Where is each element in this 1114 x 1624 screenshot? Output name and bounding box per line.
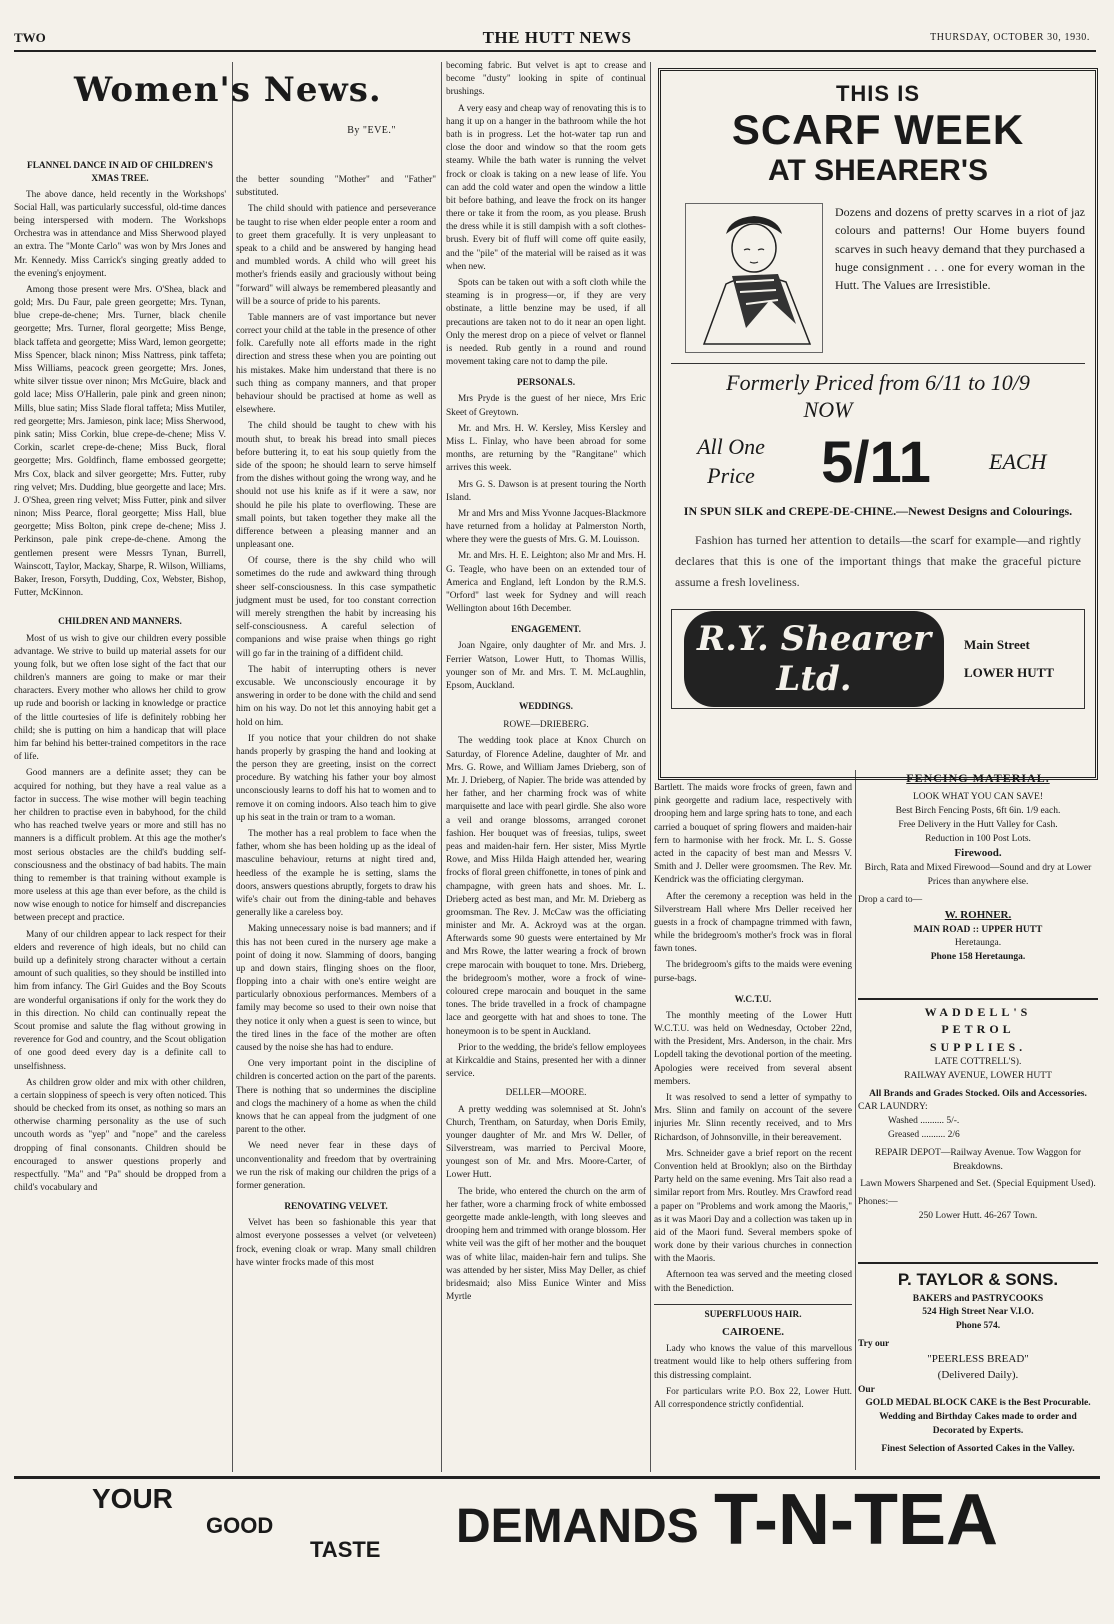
ad-each: EACH xyxy=(989,449,1047,475)
article-paragraph: Many of our children appear to lack respect for their elders and reverence of high ideals, but no child can build up a definitely strong character without a certain amount of such qualities, so they should be instilled into him from infancy. The Girl Guides and the Boy Scouts are wonderful organisations if only for the work they do in this direction. No child can continually repeat the Scout promise and salute the flag without growing in reverence for God and country, and the Scout obligation of one good deed every day is a definite call to unselfishness. xyxy=(14,929,226,1072)
article-paragraph: A very easy and cheap way of renovating this is to hang it up on a hanger in the bathroom while the hot bath is in progress. Let the hot-water tap run and close the door and window so that the room gets steamy. While the bath water is running the velvet frock or cloak is taking on a new lease of life. You can add the cold water and open the window a little bit before bathing, and leave the frock on its hanger there or take it from the room, as you please. Brush the dress while it is still dampish with a soft clothes-brush. Every bit of fluff will come off quite easily, and the "pile" of the material will be raised as it was when new. xyxy=(446,103,646,272)
ad-title: WADDELL'S xyxy=(924,1005,1032,1019)
ad-line: Reduction in 100 Post Lots. xyxy=(925,833,1031,844)
article-paragraph: Afternoon tea was served and the meeting closed with the Benediction. xyxy=(654,1270,852,1294)
article-heading-engagement: ENGAGEMENT. xyxy=(511,625,581,636)
ad-line: All Brands and Grades Stocked. Oils and Accessories. xyxy=(869,1088,1087,1099)
article-paragraph: Prior to the wedding, the bride's fellow employees at Kirkcaldie and Stains, presented her with a dinner service. xyxy=(446,1042,646,1080)
ad-now: NOW xyxy=(803,396,853,422)
ad-line: Our xyxy=(858,1384,875,1395)
banner-word: DEMANDS xyxy=(456,1500,699,1553)
article-paragraph: Mr. and Mrs. H. E. Leighton; also Mr and Mrs. H. G. Teagle, who have been on an extended tour of America and England, left London by the R.M.S. "Orford" last week for Sydney and will reach Wellington about 16th December. xyxy=(446,551,646,615)
article-paragraph: The mother has a real problem to face when the father, whom she has been holding up as the ideal of masculine behaviour, returns at night tired and, heedless of the example he is setting, slams the doors, answers questions abruptly, forgets to draw his wife's chair out from the dining-table and behaves generally like a careless boy. xyxy=(236,829,436,919)
shearer-advertisement xyxy=(658,68,1098,780)
banner-word: TASTE xyxy=(310,1537,381,1562)
ad-paragraph: Lady who knows the value of this marvellous treatment would like to help others suffering from this distressing complaint. xyxy=(654,1344,852,1381)
ad-line: LOOK WHAT YOU CAN SAVE! xyxy=(912,792,1043,803)
ad-line: Phones:— xyxy=(858,1197,898,1208)
ad-line: Wedding and Birthday Cakes made to order and Decorated by Experts. xyxy=(879,1412,1077,1436)
masthead-rule xyxy=(14,50,1096,52)
ad-formerly-priced: Formerly Priced from 6/11 to 10/9 xyxy=(726,370,1030,396)
scarf-woman-illustration xyxy=(685,203,823,353)
shearer-logo: R.Y. Shearer Ltd. xyxy=(684,611,944,707)
column-4 xyxy=(654,782,852,1472)
byline: By "EVE." xyxy=(347,125,396,137)
article-paragraph: The above dance, held recently in the Workshops' Social Hall, was particularly successful, old-time dances being interspersed with modern. The Workshops Orchestra was in attendance and Miss Sherwood played an extra. The "Monte Carlo" was won by Mrs Jones and Mr. Kennedy. Miss Carrick's singing greatly added to the evening's enjoyment. xyxy=(14,189,226,279)
article-paragraph: Mrs G. S. Dawson is at present touring the North Island. xyxy=(446,479,646,503)
article-heading-children-manners: CHILDREN AND MANNERS. xyxy=(58,617,182,628)
article-heading-weddings: WEDDINGS. xyxy=(519,702,573,713)
article-paragraph: Of course, there is the shy child who will sometimes do the rude and awkward thing through sheer self-consciousness. In this case sympathetic judgment must be used, for too constant correction will merely strengthen the habit by increasing his self-consciousness. A careful selection of companions and wise praise when things go right will go far in the training of a diffident child. xyxy=(236,556,436,659)
article-paragraph: Table manners are of vast importance but never correct your child at the table in the presence of other folk. Carefully note all efforts made in the right direction and stress these when you are pointing out his mistakes. Make him understand that there is no such thing as company manners, and that proper behaviour should be practised at home as well as elsewhere. xyxy=(236,312,436,416)
article-paragraph: The child should be taught to chew with his mouth shut, to break his bread into small pieces before buttering it, to eat his soup quietly from the side of the spoon; he should learn to serve himself from the dishes without going the wrong way, and he should not use his knife as if it were a saw, nor should he pile his plate to overflowing. These are small points, but taken together they make all the difference between a pleasing manner and an unpleasant one. xyxy=(236,421,436,551)
article-paragraph: becoming fabric. But velvet is apt to crease and become "dusty" looking in spite of continual brushings. xyxy=(446,61,646,98)
tntea-banner xyxy=(14,1476,1100,1624)
ad-line: REPAIR DEPOT—Railway Avenue. Tow Waggon for Breakdowns. xyxy=(874,1147,1082,1172)
column-rule xyxy=(650,62,651,1472)
column-3 xyxy=(446,60,646,1472)
ad-subtitle-firewood: Firewood. xyxy=(954,847,1002,860)
article-paragraph: Bartlett. The maids wore frocks of green, fawn and pink georgette and radium lace, respectively with drooping hem and large spring hats to tone, and each carried a bouquet of spring flowers and maiden-hair fern to harmonise with her frock. Mr. L. S. Gosse acted in the capacity of best man and Messrs V. Smith and J. Deller were groomsmen. The Rev. Mr. Kendrick was the officiating clergyman. xyxy=(654,783,852,886)
ad-address-street: Main Street xyxy=(964,637,1030,653)
article-paragraph: Mr and Mrs and Miss Yvonne Jacques-Blackmore have returned from a holiday at Palmerston North, where they were the guests of Mrs. G. M. Louisson. xyxy=(446,508,646,546)
article-paragraph: Joan Ngaire, only daughter of Mr. and Mrs. J. Ferrier Watson, Lower Hutt, to Thomas Willis, younger son of Mr. and Mrs. T. M. McLaughlin, Epsom, Auckland. xyxy=(446,641,646,692)
ad-line-this-is: THIS IS xyxy=(835,81,920,106)
column-rule xyxy=(855,770,856,1470)
article-paragraph: The wedding took place at Knox Church on Saturday, of Florence Adeline, daughter of Mr. and Mrs. G. Rowe, and William James Drieberg, son of Mr. J. Drieberg, of Napier. The bride was attended by her father, and her charming frock was of white marquisette and lace with pearl girdle. She also wore a veil and orange blossoms, arranged coronet fashion. Her bouquet was of freesias, tulips, sweet peas and maiden-hair fern. Her sister, Miss Myrtle Rowe, and Miss Hilda Haigh attended her, wearing frocks of floral green chiffonette, in tones of pink and champagne, with green hats and shoes. Mr. L. Drieberg acted as best man, and Mr. M. Drieberg as groomsman. The Rev. J. McCaw was the officiating minister and Mr. A. Ackroyd was at the organ. Afterwards some 90 guests were entertained by Mr and Mrs Rowe, the latter wearing a frock of brown crepe marocain with bouquet to tone. Mrs. Drieberg, the bridegroom's mother, wore a frock of wine-coloured crepe marocain and bouquet in the same tones. The bride travelled in a frock of champagne lace and georgette with hat and shoes to tone. The honeymoon is to be spent in Auckland. xyxy=(446,736,646,1037)
article-paragraph: A pretty wedding was solemnised at St. John's Church, Trentham, on Saturday, when Doris Emily, younger daughter of Mr. and Mrs W. Deller, of Silverstream, was married to Percival Moore, youngest son of Mr. and Mrs. Moore-Carter, of Lower Hutt. xyxy=(446,1104,646,1181)
ad-copy-dozens: Dozens and dozens of pretty scarves in a riot of jaz colours and patterns! Our Home buyers found scarves in such heavy demand that they purchased a huge consignment . . . one for every woman in the Hutt. The Values are Irresistible. xyxy=(835,205,1085,293)
article-paragraph: Good manners are a definite asset; they can be acquired for nothing, but they have a real value as a factor in success. The wise mother will begin teaching her children to practise even in babyhood, for the child who has reached twelve years or more and still has no manners is a difficult problem. At this age the mother's most serious obstacles are the child's budding self-consciousness and the obstinacy of bad habits. The main thing to remember is that training without example is more useless at this age than ever before, as the child is now wise enough to notice for himself and discrepancies between precept and practice. xyxy=(14,768,226,924)
ad-title: PETROL xyxy=(941,1022,1015,1037)
article-paragraph: As children grow older and mix with other children, a certain sloppiness of speech is very often noticed. This should be checked from its onset, as nothing so mars an otherwise charming personality as the use of such uncouth words as "yep" and "nope" and the careless dropping of final consonants. Children should be encouraged to answer questions properly and respectfully. "Ma" and "Pa" should be dropped from a child's vocabulary and xyxy=(14,1077,226,1194)
article-paragraph: Velvet has been so fashionable this year that almost everyone possesses a velvet (or velveteen) frock, evening cloak or wrap. Many small children have winter frocks made of this most xyxy=(236,1218,436,1268)
ad-line: Free Delivery in the Hutt Valley for Cash. xyxy=(898,819,1058,830)
ad-title: FENCING MATERIAL. xyxy=(906,771,1050,785)
article-heading-flannel-dance: FLANNEL DANCE IN AID OF CHILDREN'S XMAS TREE. xyxy=(27,161,213,184)
page-number: TWO xyxy=(14,30,46,45)
ad-price-line: Greased .......... 2/6 xyxy=(888,1130,960,1140)
ad-title: SUPPLIES. xyxy=(929,1039,1027,1054)
ad-subheading-cairoene: CAIROENE. xyxy=(721,1325,785,1338)
ad-phone: 250 Lower Hutt. 46-267 Town. xyxy=(918,1210,1038,1221)
article-paragraph: The child should with patience and perseverance be taught to rise when elder people enter a room and to greet them gracefully. It is very unpleasant to speak to a child and be answered by hanging head and mumbled words. A child who will greet his mother's friends easily and graciously without being "forward" will always be remembered pleasantly and will be a source of pride to his parents. xyxy=(236,204,436,307)
article-paragraph: The bride, who entered the church on the arm of her father, wore a charming frock of white embossed georgette made ankle-length, with long sleeves and drooping hem and trimmed with orange blossom. Her white veil was the gift of her mother and the bouquet was of white lilac, maiden-hair fern and tulips. She was attended by her sister, Miss May Deller, as chief bridesmaid; also Miss Eunice Winter and Miss Myrtle xyxy=(446,1186,646,1303)
ad-line: Try our xyxy=(858,1338,890,1349)
article-paragraph: Mr. and Mrs. H. W. Kersley, Miss Kersley and Miss L. Finlay, who have been abroad for some months, are returning by the "Rangitane" which arrives this week. xyxy=(446,423,646,474)
ad-price: 5/11 xyxy=(821,429,931,495)
article-paragraph: The bridegroom's gifts to the maids were evening purse-bags. xyxy=(654,960,852,984)
ad-line: BAKERS and PASTRYCOOKS xyxy=(912,1293,1044,1304)
ad-line-at-shearers: AT SHEARER'S xyxy=(768,154,988,188)
article-paragraph: If you notice that your children do not shake hands properly by grasping the hand and looking at the person they are greeting, insist on the correct procedure. By watching his father your boy almost unconsciously learns to doff his hat to women and to remove it on coming indoors. Also teach him to give up his seat in the train or tram to a woman. xyxy=(236,733,436,823)
ad-address: Heretaunga. xyxy=(954,938,1002,949)
article-paragraph: After the ceremony a reception was held in the Silverstream Hall where Mrs Deller received her guests in a frock of champagne trimmed with fawn, while the bridegroom's mother's frock was in floral fawn tones. xyxy=(654,891,852,955)
ad-address: RAILWAY AVENUE, LOWER HUTT xyxy=(904,1070,1052,1081)
article-subheading: DELLER—MOORE. xyxy=(505,1088,587,1099)
article-paragraph: Making unnecessary noise is bad manners; and if this has not been cured in the nursery age make a point of doing it now. Slamming of doors, banging up and down stairs, flinging shoes on the floor, flopping into a chair with one's entire weight are particularly obnoxious performances. Members of a family may become so used to their own noise that they notice it only when a guest is seen to wince, but the tired lines in the face of the mother are often caused by the noise she has had to endure. xyxy=(236,924,436,1053)
column-2 xyxy=(236,174,436,1472)
issue-date: THURSDAY, OCTOBER 30, 1930. xyxy=(930,32,1090,43)
article-paragraph: Most of us wish to give our children every possible advantage. We strive to build up material assets for our young folk, but we often lose sight of the fact that our children's manners are going to make or mar their characters. Every mother who allows her child to grow up rude and boorish or lacking in knowledge or practice of the little courtesies of life is definitely robbing her child; she is putting on him a handicap that will place him far behind his better-trained competitors in the race of life. xyxy=(14,633,226,763)
section-heading-womens-news: Women's News. xyxy=(74,70,382,110)
fencing-advertisement xyxy=(858,770,1098,1000)
taylor-advertisement xyxy=(858,1262,1098,1454)
article-paragraph: Spots can be taken out with a soft cloth while the steaming is in progress—or, if they are very obstinate, a little benzine may be used, if all precautions are taken not to do it near an open light. Only the merest drop on a piece of velvet or flannel is needed. Rub gently in a round and round movement taking care not to damp the pile. xyxy=(446,278,646,368)
ad-line: Birch, Rata and Mixed Firewood—Sound and dry at Lower Prices than anywhere else. xyxy=(864,863,1092,888)
article-paragraph: We need never fear in these days of unconventionality and freedom that by overtraining we run the risk of making our children the prigs of a former generation. xyxy=(236,1141,436,1191)
ad-phone: Phone 158 Heretaunga. xyxy=(930,952,1026,963)
ad-line: Drop a card to— xyxy=(858,894,923,905)
banner-word: YOUR xyxy=(92,1483,173,1514)
ad-price-line: Washed .......... 5/-. xyxy=(888,1116,960,1127)
article-paragraph: The monthly meeting of the Lower Hutt W.C.T.U. was held on Wednesday, October 22nd, with the President, Mrs. Anderson, in the chair. Mrs Lopdell taking the devotional portion of the meeting. Apologies were received from several absent members. xyxy=(654,1010,852,1087)
ad-title: P. TAYLOR & SONS. xyxy=(897,1270,1059,1289)
article-paragraph: Mrs. Schneider gave a brief report on the recent Convention held at Brooklyn; also on the Birthday Party held on the same evening. Mrs Tait also read a similar report from Mrs. Routley. Mrs Crawford read a paper on "Problems and work among the Maoris," as it was Maori Day and a collection was taken up in aid of the Maori fund. Several members spoke of work done by their various churches in connection with the Maoris. xyxy=(654,1148,852,1265)
ad-name: W. ROHNER. xyxy=(944,908,1012,921)
ad-line: Lawn Mowers Sharpened and Set. (Special Equipment Used). xyxy=(860,1179,1096,1190)
ad-phone: Phone 574. xyxy=(955,1321,1001,1332)
ad-headline-scarf-week: SCARF WEEK xyxy=(731,106,1025,153)
ad-divider xyxy=(671,363,1085,364)
article-heading-renovating-velvet: RENOVATING VELVET. xyxy=(284,1202,388,1213)
article-paragraph: Mrs Pryde is the guest of her niece, Mrs Eric Skeet of Greytown. xyxy=(446,394,646,418)
ad-line: "PEERLESS BREAD" xyxy=(927,1352,1029,1365)
ad-paragraph: For particulars write P.O. Box 22, Lower Hutt. All correspondence strictly confidential. xyxy=(654,1386,852,1410)
ad-line: (Delivered Daily). xyxy=(937,1368,1019,1381)
column-rule xyxy=(441,62,442,1472)
ad-all-one: All One xyxy=(697,434,765,460)
column-rule xyxy=(232,62,233,1472)
ad-heading-superfluous-hair: SUPERFLUOUS HAIR. xyxy=(654,1304,852,1321)
ad-line: Best Birch Fencing Posts, 6ft 6in. 1/9 each. xyxy=(895,806,1061,817)
ad-price-word: Price xyxy=(707,463,755,489)
ad-materials: IN SPUN SILK and CREPE-DE-CHINE.—Newest Designs and Colourings. xyxy=(683,503,1073,518)
article-heading-personals: PERSONALS. xyxy=(516,378,576,389)
ad-line: GOLD MEDAL BLOCK CAKE is the Best Procurable. xyxy=(865,1398,1091,1409)
ad-line: Finest Selection of Assorted Cakes in the Valley. xyxy=(881,1443,1075,1454)
article-paragraph: One very important point in the discipline of children is concerted action on the part of the parents. There is nothing that so undermines the discipline and clogs the machinery of a home as when the child knows that he can appeal from the judgment of one parent to the other. xyxy=(236,1059,436,1136)
masthead xyxy=(0,0,1114,56)
ad-address-town: LOWER HUTT xyxy=(964,664,1054,680)
banner-word: GOOD xyxy=(206,1513,274,1538)
ad-address: MAIN ROAD :: UPPER HUTT xyxy=(913,924,1043,935)
ad-address: 524 High Street Near V.I.O. xyxy=(922,1307,1034,1318)
article-heading-wctu: W.C.T.U. xyxy=(734,994,772,1005)
article-paragraph: The habit of interrupting others is never excusable. We unconsciously encourage it by answering in order to be done with the child and send him on his way. Do not let this annoying habit get a hold on him. xyxy=(236,664,436,728)
ad-fashion-copy: Fashion has turned her attention to details—the scarf for example—and rightly declares that this is one of the important things that make the graceful picture assume a fresh loveliness. xyxy=(675,532,1081,589)
article-paragraph: the better sounding "Mother" and "Father" substituted. xyxy=(236,175,436,199)
ad-line: LATE COTTRELL'S). xyxy=(934,1057,1022,1068)
waddell-advertisement xyxy=(858,998,1098,1246)
ad-line: CAR LAUNDRY: xyxy=(858,1102,928,1113)
article-paragraph: Among those present were Mrs. O'Shea, black and gold; Mrs. Du Faur, pale green georgette; Mrs. Tynan, blue crepe-de-chene; Mrs. Turner, black chenile georgette; Mrs. Turner, floral georgette; Miss Benge, black taffeta and georgette; Miss Ward, lemon georgette; Miss Spencer, black ninon; Miss Nattress, pink taffeta; Miss Williams, peacock green georgette; Mrs. Jones, white silver tissue over ninon; Mrs McGuire, black and gold lace; Miss O'Hallerin, pale pink and green ninon; Mills, blue satin; Miss Slade floral taffeta; Miss Mutiler, red georgette; Mrs. Jamieson, pink lace; Miss Sherwood, pink satin; Miss Corkin, blue crepe-de-chene; Miss V. Corkin, scarlet crepe-de-chene; Miss Buck, floral georgette; Mrs. Goldfinch, flame embossed georgette; Mrs Cox, black and silver georgette; Mrs. Futter, ruby ring velvet; Mrs. Dudding, blue georgette and lace; Mrs. J. O'Shea, green ring velvet; Miss Futter, pink and silver ninon; Miss Pearce, floral georgette; Miss Hall, blue georgette; Miss Bolton, pink crepe de-chene; Miss J. Perkinson, pale pink crepe-de-chene. Among the gentlemen present were Messrs Tynan, Burrell, Wainscott, Taylor, Mackay, Sharpe, R. Wilson, Williams, Baker, Ireson, Forsyth, Dudding, Cox, Webster, Bishop, Futter, McKinnon. xyxy=(14,284,226,599)
article-subheading: ROWE—DRIEBERG. xyxy=(503,720,589,731)
banner-brand: T-N-TEA xyxy=(714,1480,998,1560)
newspaper-title: THE HUTT NEWS xyxy=(482,28,632,47)
article-paragraph: It was resolved to send a letter of sympathy to Mrs. Slinn and family on account of the severe injuries Mr. Slinn recently received, and to Mrs Richardson, of Johnsonville, in their bereavement. xyxy=(654,1093,852,1143)
